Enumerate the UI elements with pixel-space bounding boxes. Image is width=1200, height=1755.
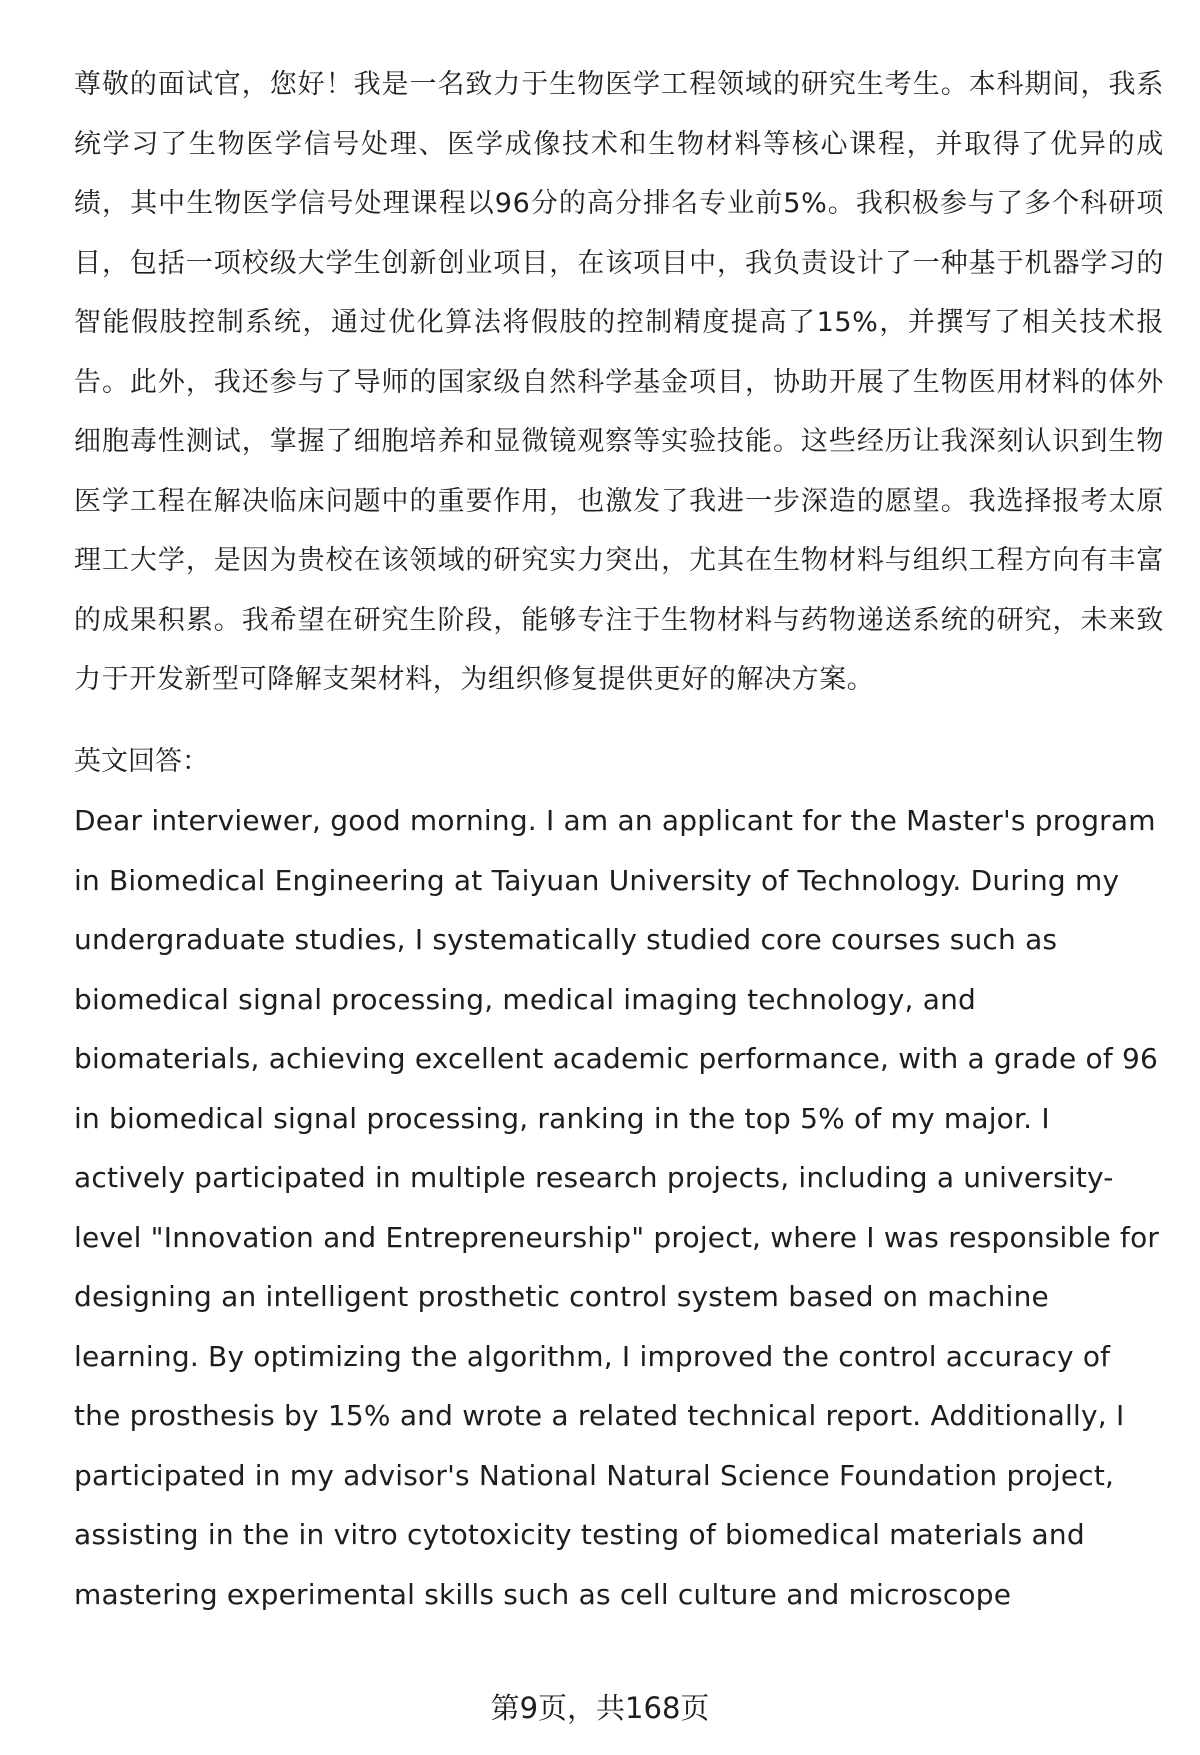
english-answer-label: 英文回答： <box>74 745 209 777</box>
page-indicator: 第9页，共168页 <box>490 1691 710 1725</box>
chinese-answer-paragraph: 尊敬的面试官，您好！我是一名致力于生物医学工程领域的研究生考生。本科期间，我系统学习了生物医学信号处理、医学成像技术和生物材料等核心课程，并取得了优异的成绩，其中生物医学信号处理课程以96分的高分排名专业前5%。我积极参与了多个科研项目，包括一项校级大学生创新创业项目，在该项目中，我负责设计了一种基于机器学习的智能假肢控制系统，通过优化算法将假肢的控制精度提高了15%，并撰写了相关技术报告。此外，我还参与了导师的国家级自然科学基金项目，协助开展了生物医用材料的体外细胞毒性测试，掌握了细胞培养和显微镜观察等实验技能。这些经历让我深刻认识到生物医学工程在解决临床问题中的重要作用，也激发了我进一步深造的愿望。我选择报考太原理工大学，是因为贵校在该领域的研究实力突出，尤其在生物材料与组织工程方向有丰富的成果积累。我希望在研究生阶段，能够专注于生物材料与药物递送系统的研究，未来致力于开发新型可降解支架材料，为组织修复提供更好的解决方案。 <box>74 69 1164 695</box>
english-answer-paragraph: Dear interviewer, good morning. I am an applicant for the Master's program in Biomedical Engineering at Taiyuan University of Technology. During my undergraduate studies, I systematically studied core courses such as biomedical signal processing, medical imaging technology, and biomaterials, achieving excellent academic performance, with a grade of 96 in biomedical signal processing, ranking in the top 5% of my major. I actively participated in multiple research projects, including a university-level "Innovation and Entrepreneurship" project, where I was responsible for designing an intelligent prosthetic control system based on machine learning. By optimizing the algorithm, I improved the control accuracy of the prosthesis by 15% and wrote a related technical report. Additionally, I participated in my advisor's National Natural Science Foundation project, assisting in the in vitro cytotoxicity testing of biomedical materials and mastering experimental skills such as cell culture and microscope <box>74 804 1160 1611</box>
document-page <box>74 55 1164 1624</box>
